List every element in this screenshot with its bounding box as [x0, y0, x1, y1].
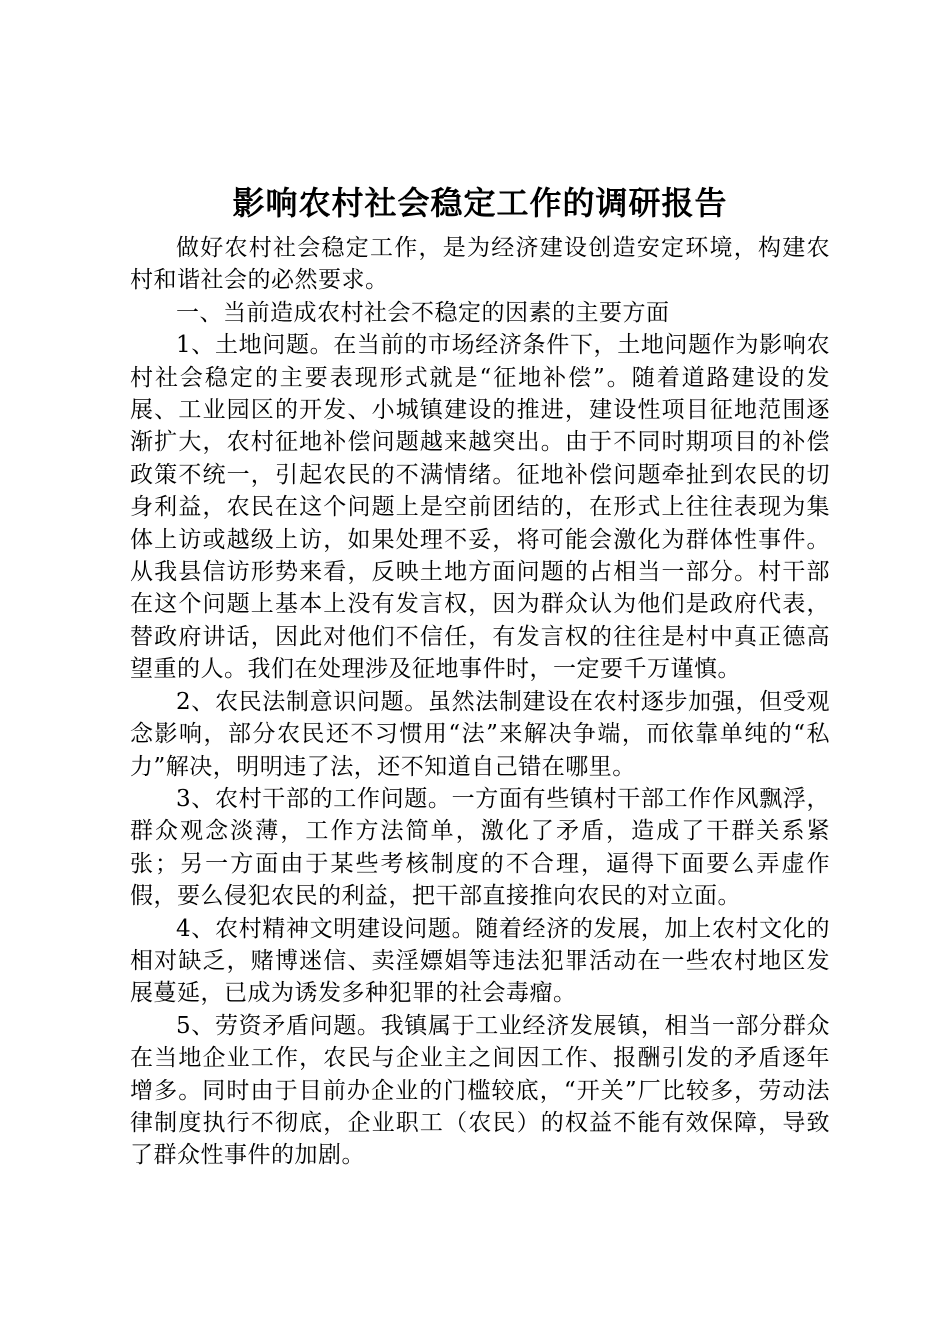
paragraph-cadre-work: 3、农村干部的工作问题。一方面有些镇村干部工作作风飘浮，群众观念淡薄，工作方法简单，激化了矛盾，造成了干群关系紧张；另一方面由于某些考核制度的不合理，逼得下面要么弄虚作假，要么侵犯农民的利益，把干部直接推向农民的对立面。: [130, 785, 830, 910]
paragraph-land-issue: 1、土地问题。在当前的市场经济条件下，土地问题作为影响农村社会稳定的主要表现形式就是“征地补偿”。随着道路建设的发展、工业园区的开发、小城镇建设的推进，建设性项目征地范围逐渐扩大，农村征地补偿问题越来越突出。由于不同时期项目的补偿政策不统一，引起农民的不满情绪。征地补偿问题牵扯到农民的切身利益，农民在这个问题上是空前团结的，在形式上往往表现为集体上访或越级上访，如果处理不妥，将可能会激化为群体性事件。从我县信访形势来看，反映土地方面问题的占相当一部分。村干部在这个问题上基本上没有发言权，因为群众认为他们是政府代表，替政府讲话，因此对他们不信任，有发言权的往往是村中真正德高望重的人。我们在处理涉及征地事件时，一定要千万谨慎。: [130, 332, 830, 683]
section-heading: 一、当前造成农村社会不稳定的因素的主要方面: [176, 299, 670, 326]
paragraph-labor-disputes: 5、劳资矛盾问题。我镇属于工业经济发展镇，相当一部分群众在当地企业工作，农民与企业主之间因工作、报酬引发的矛盾逐年增多。同时由于目前办企业的门槛较底，“开关”厂比较多，劳动法律制度执行不彻底，企业职工（农民）的权益不能有效保障，导致了群众性事件的加剧。: [130, 1012, 830, 1169]
paragraph-legal-awareness: 2、农民法制意识问题。虽然法制建设在农村逐步加强，但受观念影响，部分农民还不习惯用“法”来解决争端，而依靠单纯的“私力”解决，明明违了法，还不知道自己错在哪里。: [130, 688, 830, 780]
document-title: 影响农村社会稳定工作的调研报告: [232, 184, 728, 222]
document-page: [130, 180, 830, 1172]
intro-paragraph: 做好农村社会稳定工作，是为经济建设创造安定环境，构建农村和谐社会的必然要求。: [130, 235, 830, 294]
paragraph-spiritual-civilization: 4、农村精神文明建设问题。随着经济的发展，加上农村文化的相对缺乏，赌博迷信、卖淫嫖娼等违法犯罪活动在一些农村地区发展蔓延，已成为诱发多种犯罪的社会毒瘤。: [130, 915, 830, 1007]
